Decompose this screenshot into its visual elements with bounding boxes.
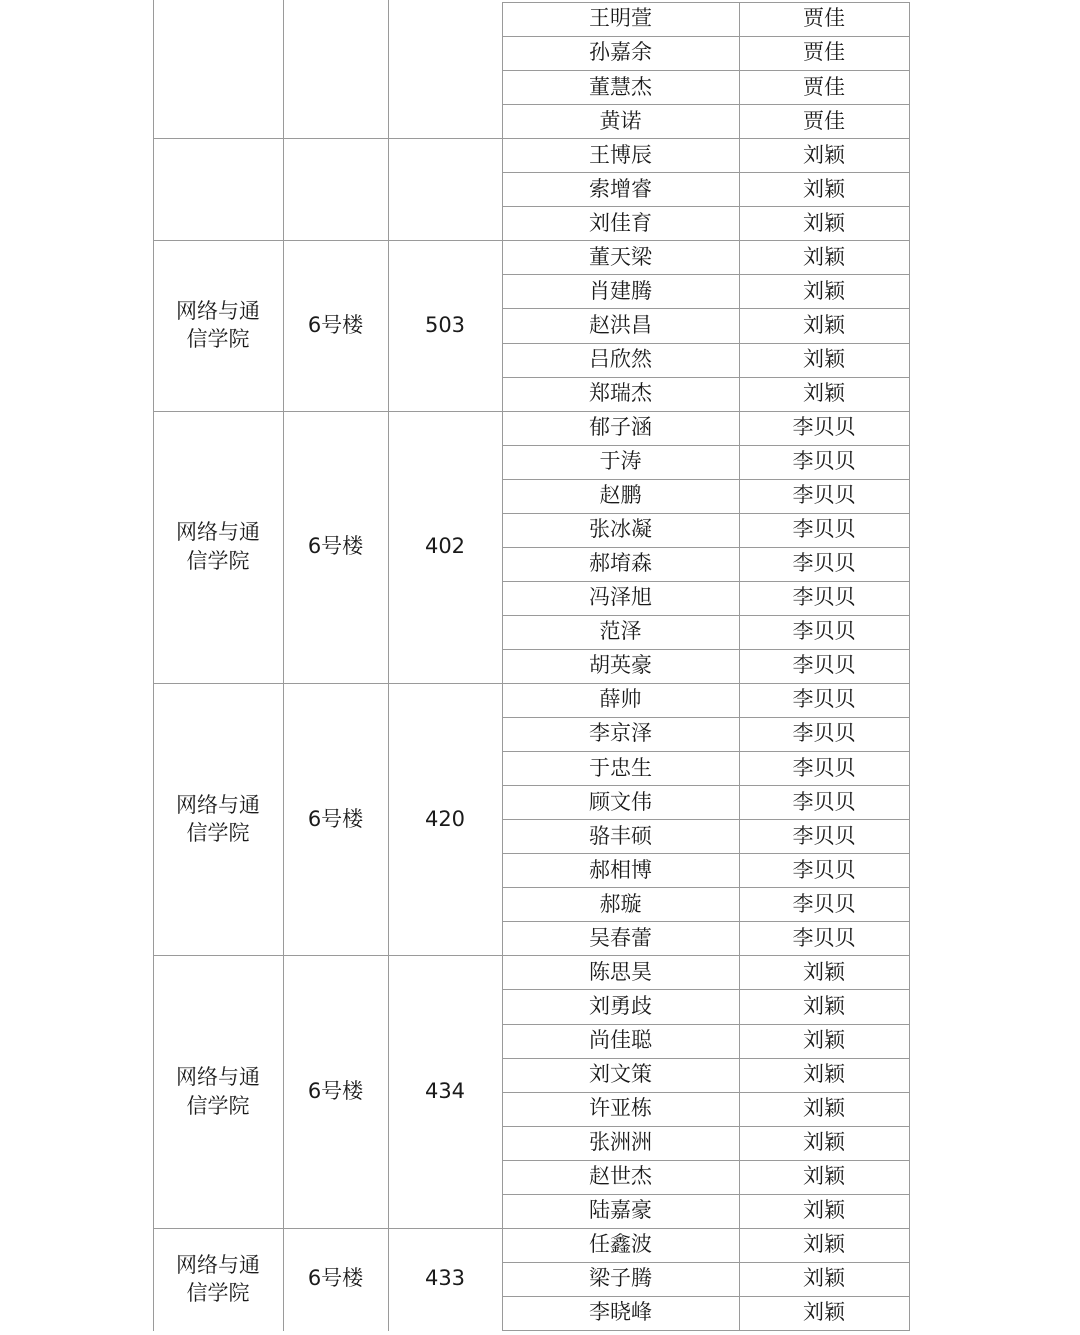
counselor-name: 李贝贝 <box>792 551 856 576</box>
college-cell <box>153 1228 283 1330</box>
counselor-name: 刘颖 <box>803 959 845 984</box>
college-name: 网络与通信学院 <box>176 520 260 573</box>
counselor-name: 刘颖 <box>803 1164 845 1189</box>
student-name: 李京泽 <box>589 721 652 746</box>
counselor-name: 李贝贝 <box>792 891 856 916</box>
room-cell: 503 <box>424 312 466 337</box>
counselor-name: 贾佳 <box>803 6 845 31</box>
counselor-name: 李贝贝 <box>792 619 856 644</box>
counselor-name: 李贝贝 <box>792 925 856 950</box>
student-name: 郝相博 <box>589 857 652 882</box>
student-name: 顾文伟 <box>589 789 652 814</box>
student-name: 尚佳聪 <box>589 1027 652 1052</box>
room-cell: 420 <box>424 806 466 831</box>
counselor-name: 李贝贝 <box>792 789 856 814</box>
room-cell: 402 <box>424 534 466 559</box>
student-name: 胡英豪 <box>589 653 652 678</box>
counselor-name: 李贝贝 <box>792 585 856 610</box>
student-name: 王明萱 <box>589 6 652 31</box>
counselor-name: 刘颖 <box>803 1198 845 1223</box>
student-name: 骆丰硕 <box>589 823 652 848</box>
room-cell <box>388 2 502 138</box>
student-name: 吕欣然 <box>589 346 652 371</box>
college-cell <box>153 2 283 138</box>
college-cell <box>153 955 283 1227</box>
student-name: 范泽 <box>599 619 642 644</box>
student-name: 陆嘉豪 <box>589 1198 652 1223</box>
counselor-name: 贾佳 <box>803 74 845 99</box>
counselor-name: 李贝贝 <box>792 857 856 882</box>
student-name: 赵鹏 <box>599 483 642 508</box>
counselor-name: 刘颖 <box>803 1096 845 1121</box>
student-name: 冯泽旭 <box>589 585 652 610</box>
student-name: 刘佳育 <box>589 210 652 235</box>
student-name: 孙嘉余 <box>589 40 652 65</box>
student-name: 薛帅 <box>599 687 642 712</box>
counselor-name: 刘颖 <box>803 1061 845 1086</box>
counselor-name: 李贝贝 <box>792 823 856 848</box>
college-name: 网络与通信学院 <box>176 299 260 352</box>
student-name: 任鑫波 <box>589 1232 652 1257</box>
student-name: 陈思昊 <box>589 959 652 984</box>
student-name: 张冰凝 <box>589 517 652 542</box>
college-cell <box>153 138 283 240</box>
student-name: 赵世杰 <box>589 1164 652 1189</box>
student-name: 梁子腾 <box>589 1266 652 1291</box>
room-cell: 433 <box>424 1266 466 1291</box>
student-name: 董慧杰 <box>589 74 652 99</box>
student-name: 吴春蕾 <box>589 925 652 950</box>
counselor-name: 贾佳 <box>803 40 845 65</box>
counselor-name: 刘颖 <box>803 1027 845 1052</box>
college-name: 网络与通信学院 <box>176 1065 260 1118</box>
room-cell <box>388 138 502 240</box>
building-cell: 6号楼 <box>307 806 364 831</box>
student-name: 肖建腾 <box>589 278 652 303</box>
student-name: 郝堉森 <box>589 551 652 576</box>
student-name: 于忠生 <box>589 755 652 780</box>
counselor-name: 刘颖 <box>803 1266 845 1291</box>
student-name: 王博辰 <box>589 142 652 167</box>
counselor-name: 贾佳 <box>803 108 845 133</box>
building-cell: 6号楼 <box>307 312 364 337</box>
counselor-name: 李贝贝 <box>792 517 856 542</box>
student-name: 张洲洲 <box>589 1130 652 1155</box>
counselor-name: 刘颖 <box>803 312 845 337</box>
counselor-name: 刘颖 <box>803 142 845 167</box>
student-name: 索增睿 <box>589 176 652 201</box>
college-cell <box>153 411 283 683</box>
student-name: 刘文策 <box>589 1061 652 1086</box>
counselor-name: 刘颖 <box>803 993 845 1018</box>
counselor-name: 刘颖 <box>803 278 845 303</box>
student-name: 郑瑞杰 <box>589 380 652 405</box>
college-cell <box>153 683 283 955</box>
student-name: 李晓峰 <box>589 1300 652 1325</box>
student-name: 赵洪昌 <box>589 312 652 337</box>
counselor-name: 刘颖 <box>803 380 845 405</box>
student-name: 于涛 <box>599 449 642 474</box>
counselor-name: 刘颖 <box>803 1232 845 1257</box>
student-name: 刘勇歧 <box>589 993 652 1018</box>
counselor-name: 李贝贝 <box>792 687 856 712</box>
counselor-name: 李贝贝 <box>792 755 856 780</box>
student-name: 董天梁 <box>589 244 652 269</box>
college-name: 网络与通信学院 <box>176 792 260 846</box>
counselor-name: 刘颖 <box>803 1300 845 1325</box>
counselor-name: 刘颖 <box>803 210 845 235</box>
column-border <box>909 2 910 1331</box>
building-cell <box>283 138 388 240</box>
row-border <box>502 1330 910 1331</box>
building-cell: 6号楼 <box>307 1078 364 1103</box>
counselor-name: 李贝贝 <box>792 721 856 746</box>
building-cell <box>283 2 388 138</box>
counselor-name: 李贝贝 <box>792 653 856 678</box>
college-name: 网络与通信学院 <box>176 1252 260 1305</box>
counselor-name: 刘颖 <box>803 1130 845 1155</box>
student-name: 郝璇 <box>599 891 642 916</box>
student-name: 许亚栋 <box>589 1096 652 1121</box>
counselor-name: 李贝贝 <box>792 415 856 440</box>
room-cell: 434 <box>424 1078 466 1103</box>
counselor-name: 刘颖 <box>803 244 845 269</box>
counselor-name: 李贝贝 <box>792 449 856 474</box>
counselor-name: 李贝贝 <box>792 483 856 508</box>
student-name: 郁子涵 <box>589 415 652 440</box>
building-cell: 6号楼 <box>307 534 364 559</box>
counselor-name: 刘颖 <box>803 346 845 371</box>
building-cell: 6号楼 <box>307 1266 364 1291</box>
counselor-name: 刘颖 <box>803 176 845 201</box>
student-name: 黄诺 <box>599 108 642 133</box>
college-cell <box>153 240 283 410</box>
